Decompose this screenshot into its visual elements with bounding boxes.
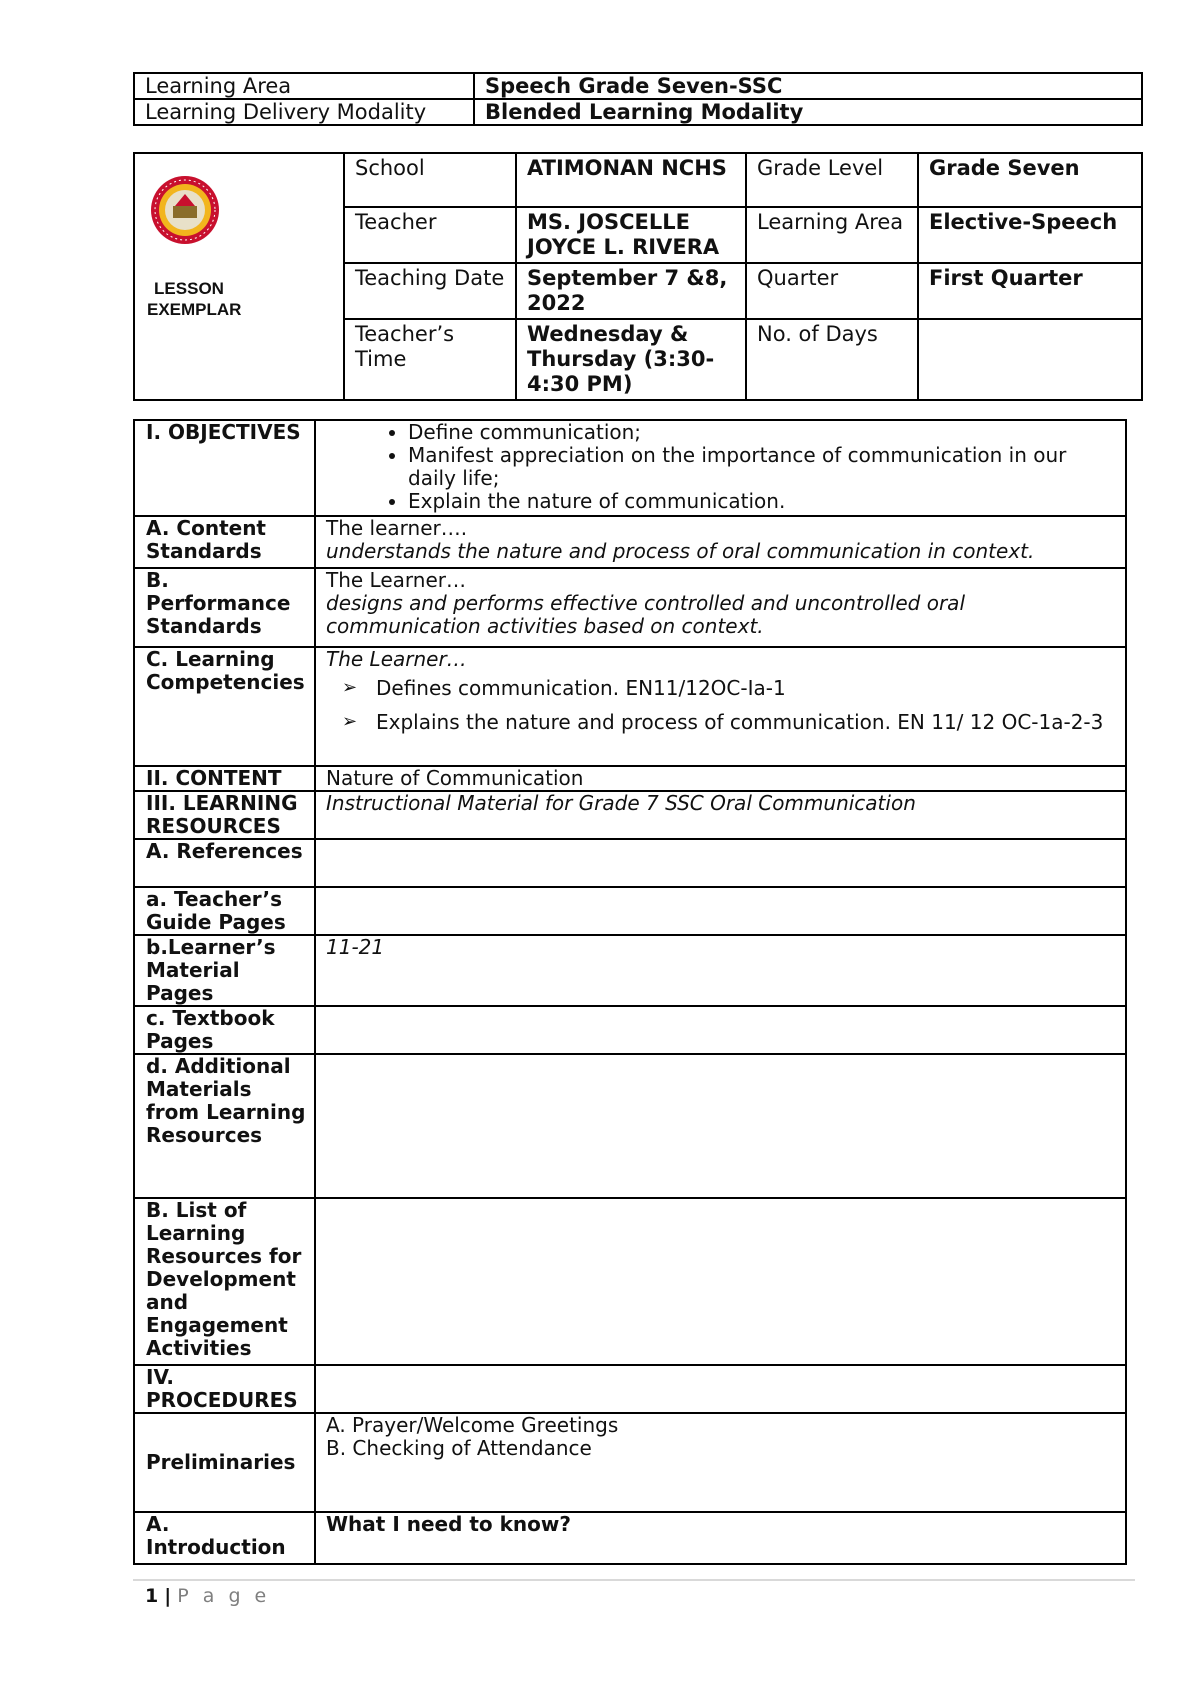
introduction-label: A. Introduction — [134, 1512, 315, 1564]
performance-standards-text: designs and performs effective controlled and uncontrolled oral communication activities based on context. — [326, 591, 965, 638]
references-value — [315, 839, 1126, 887]
page-label: P a g e — [177, 1585, 271, 1607]
performance-standards-cell — [315, 568, 1126, 647]
competencies-list — [326, 671, 1115, 739]
info-learning-area-value: Elective-Speech — [918, 207, 1142, 263]
lesson-plan-table — [133, 419, 1127, 1565]
header-row-modality — [134, 99, 1142, 125]
content-standards-intro: The learner…. — [326, 516, 468, 540]
objectives-list — [326, 421, 1115, 513]
teacher-value: MS. JOSCELLE JOYCE L. RIVERA — [516, 207, 746, 263]
modality-label: Learning Delivery Modality — [134, 99, 474, 125]
procedures-value — [315, 1365, 1126, 1413]
preliminaries-item: B. Checking of Attendance — [326, 1436, 592, 1460]
competency-text: Defines communication. EN11/12OC-Ia-1 — [376, 676, 786, 700]
learning-resources-label: III. LEARNING RESOURCES — [134, 791, 315, 839]
list-resources-row — [134, 1198, 1126, 1365]
header-row-learning-area — [134, 73, 1142, 99]
procedures-row — [134, 1365, 1126, 1413]
no-of-days-value — [918, 319, 1142, 400]
learning-resources-value: Instructional Material for Grade 7 SSC Oral Communication — [315, 791, 1126, 839]
school-value: ATIMONAN NCHS — [516, 153, 746, 207]
content-label: II. CONTENT — [134, 766, 315, 791]
page-number: 1 — [145, 1585, 159, 1607]
arrow-bullet-icon: ➢ — [342, 711, 358, 732]
list-resources-value — [315, 1198, 1126, 1365]
school-label: School — [344, 153, 516, 207]
preliminaries-cell — [315, 1413, 1126, 1512]
competency-item — [342, 705, 1115, 739]
competencies-row — [134, 647, 1126, 766]
additional-materials-row — [134, 1054, 1126, 1198]
performance-standards-row — [134, 568, 1126, 647]
procedures-label: IV. PROCEDURES — [134, 1365, 315, 1413]
references-label: A. References — [134, 839, 315, 887]
objective-item: • Manifest appreciation on the importance of communication in our daily life; — [408, 444, 1115, 490]
textbook-label: c. Textbook Pages — [134, 1006, 315, 1054]
content-standards-cell — [315, 516, 1126, 568]
grade-level-value: Grade Seven — [918, 153, 1142, 207]
teaching-date-label: Teaching Date — [344, 263, 516, 319]
textbook-value — [315, 1006, 1126, 1054]
learning-area-value: Speech Grade Seven-SSC — [474, 73, 1142, 99]
page-footer — [145, 1585, 270, 1607]
content-row — [134, 766, 1126, 791]
teacher-label: Teacher — [344, 207, 516, 263]
preliminaries-label: Preliminaries — [134, 1413, 315, 1512]
content-value: Nature of Communication — [315, 766, 1126, 791]
modality-value: Blended Learning Modality — [474, 99, 1142, 125]
grade-level-label: Grade Level — [746, 153, 918, 207]
competency-text: Explains the nature and process of communication. EN 11/ 12 OC-1a-2-3 — [376, 710, 1104, 734]
competency-item — [342, 671, 1115, 705]
no-of-days-label: No. of Days — [746, 319, 918, 400]
learners-material-label: b.Learner’s Material Pages — [134, 935, 315, 1006]
objectives-cell — [315, 420, 1126, 516]
introduction-row — [134, 1512, 1126, 1564]
introduction-value: What I need to know? — [315, 1512, 1126, 1564]
competencies-cell — [315, 647, 1126, 766]
footer-divider — [133, 1579, 1135, 1581]
performance-standards-label: B. Performance Standards — [134, 568, 315, 647]
list-resources-label: B. List of Learning Resources for Development and Engagement Activities — [134, 1198, 315, 1365]
objectives-label: I. OBJECTIVES — [134, 420, 315, 516]
teachers-guide-row — [134, 887, 1126, 935]
lesson-exemplar-label: LESSON EXEMPLAR — [147, 279, 242, 319]
learning-resources-row — [134, 791, 1126, 839]
arrow-bullet-icon: ➢ — [342, 677, 358, 698]
objectives-row — [134, 420, 1126, 516]
teachers-guide-label: a. Teacher’s Guide Pages — [134, 887, 315, 935]
logo-cell — [134, 153, 344, 400]
competencies-label: C. Learning Competencies — [134, 647, 315, 766]
additional-materials-label: d. Additional Materials from Learning Resources — [134, 1054, 315, 1198]
preliminaries-row — [134, 1413, 1126, 1512]
textbook-row — [134, 1006, 1126, 1054]
objective-item: • Define communication; — [408, 421, 1115, 444]
teachers-guide-value — [315, 887, 1126, 935]
teacher-time-value: Wednesday & Thursday (3:30-4:30 PM) — [516, 319, 746, 400]
learning-area-label: Learning Area — [134, 73, 474, 99]
teaching-date-value: September 7 &8, 2022 — [516, 263, 746, 319]
learners-material-value: 11-21 — [315, 935, 1126, 1006]
content-standards-label: A. Content Standards — [134, 516, 315, 568]
page-separator: | — [164, 1585, 172, 1607]
preliminaries-item: A. Prayer/Welcome Greetings — [326, 1413, 619, 1437]
content-standards-text: understands the nature and process of oral communication in context. — [326, 539, 1035, 563]
performance-standards-intro: The Learner… — [326, 568, 466, 592]
header-table — [133, 72, 1143, 126]
info-table — [133, 152, 1143, 401]
school-seal-icon — [149, 174, 221, 246]
info-learning-area-label: Learning Area — [746, 207, 918, 263]
competencies-intro: The Learner… — [326, 647, 467, 671]
learners-material-row — [134, 935, 1126, 1006]
quarter-label: Quarter — [746, 263, 918, 319]
references-row — [134, 839, 1126, 887]
teacher-time-label: Teacher’s Time — [344, 319, 516, 400]
additional-materials-value — [315, 1054, 1126, 1198]
quarter-value: First Quarter — [918, 263, 1142, 319]
content-standards-row — [134, 516, 1126, 568]
objective-item: • Explain the nature of communication. — [408, 490, 1115, 513]
